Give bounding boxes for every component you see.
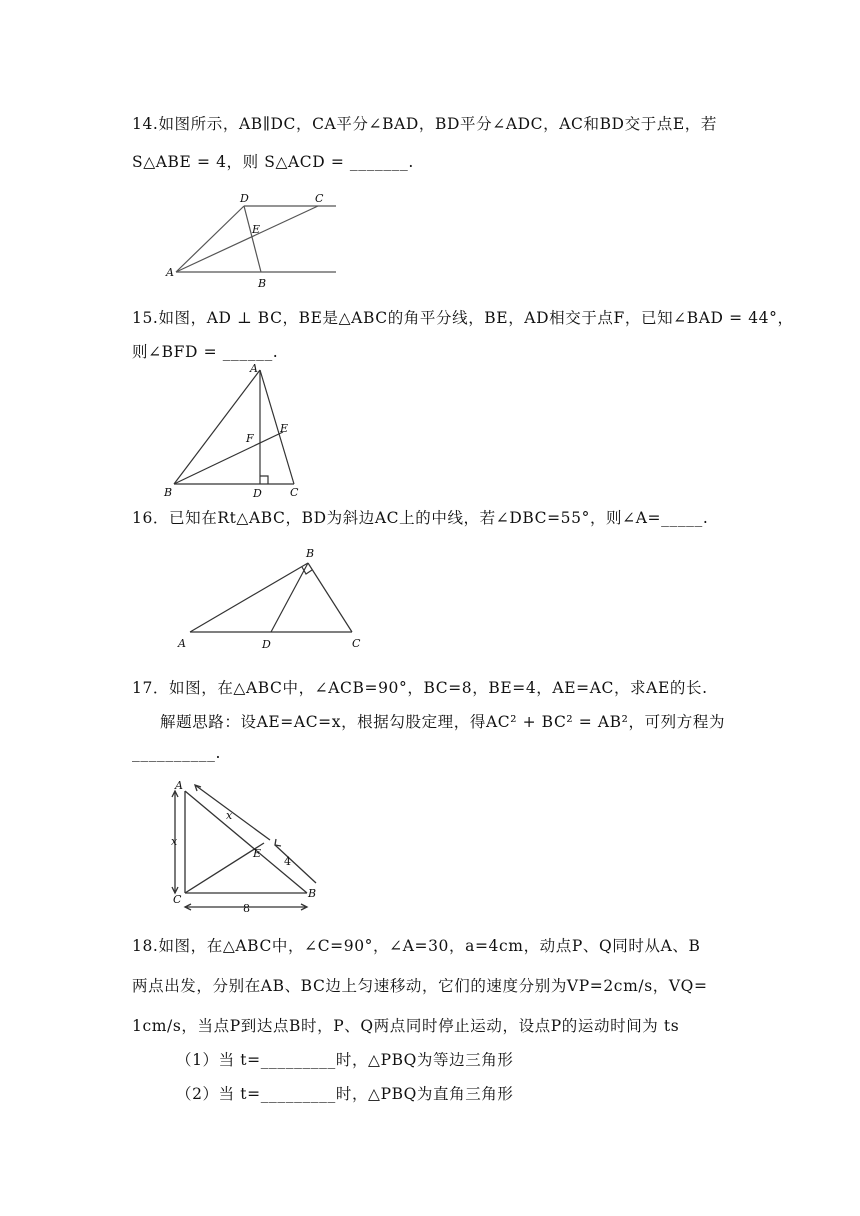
label-F: F bbox=[246, 432, 254, 445]
figure-14 bbox=[160, 190, 350, 290]
label-D: D bbox=[262, 638, 271, 651]
label-A: A bbox=[166, 266, 174, 279]
label-E: E bbox=[253, 847, 262, 860]
problem-17-line-1: 17．如图，在△ABC中，∠ACB=90°，BC=8，BE=4，AE=AC，求AE的长. bbox=[132, 679, 708, 697]
problem-14-line-2: S△ABE = 4，则 S△ACD = _______. bbox=[132, 153, 414, 171]
problem-18-line-3: 1cm/s，当点P到达点B时，P、Q两点同时停止运动，设点P的运动时间为 ts bbox=[132, 1017, 680, 1035]
label-C: C bbox=[173, 893, 182, 906]
label-D: D bbox=[253, 487, 262, 500]
problem-18-sub-1: （1）当 t=_________时，△PBQ为等边三角形 bbox=[176, 1051, 514, 1069]
label-B: B bbox=[306, 547, 315, 560]
problem-18-line-2: 两点出发，分别在AB、BC边上匀速移动，它们的速度分别为VP=2cm/s，VQ= bbox=[132, 977, 708, 995]
problem-14-line-1: 14.如图所示，AB∥DC，CA平分∠BAD，BD平分∠ADC，AC和BD交于点E，若 bbox=[132, 115, 718, 133]
problem-16-line-1: 16．已知在Rt△ABC，BD为斜边AC上的中线，若∠DBC=55°，则∠A=_____. bbox=[132, 509, 709, 527]
label-E: E bbox=[280, 422, 289, 435]
label-B: B bbox=[308, 887, 317, 900]
label-C: C bbox=[290, 486, 299, 499]
label-4: 4 bbox=[284, 855, 291, 868]
problem-15-line-1: 15.如图，AD ⊥ BC，BE是△ABC的角平分线，BE，AD相交于点F，已知∠BAD = 44°， bbox=[132, 309, 794, 327]
problem-17-line-3: __________. bbox=[132, 744, 222, 762]
problem-18-line-1: 18.如图，在△ABC中，∠C=90°，∠A=30，a=4cm，动点P、Q同时从A、B bbox=[132, 937, 701, 955]
problem-17-line-2: 解题思路：设AE=AC=x，根据勾股定理，得AC² + BC² = AB²，可列方程为 bbox=[160, 713, 726, 731]
label-D: D bbox=[240, 192, 249, 205]
figure-17 bbox=[160, 775, 340, 920]
label-C: C bbox=[352, 637, 361, 650]
label-B: B bbox=[258, 277, 267, 290]
label-E: E bbox=[252, 223, 261, 236]
label-C: C bbox=[315, 192, 324, 205]
problem-15-line-2: 则∠BFD = ______. bbox=[132, 343, 279, 361]
label-A: A bbox=[178, 637, 186, 650]
figure-16 bbox=[170, 540, 380, 655]
problem-18-sub-2: （2）当 t=_________时，△PBQ为直角三角形 bbox=[176, 1085, 514, 1103]
label-A: A bbox=[175, 779, 183, 792]
label-8: 8 bbox=[243, 902, 250, 915]
label-x-vertical: x bbox=[171, 835, 178, 848]
label-A: A bbox=[250, 362, 258, 375]
figure-15 bbox=[160, 360, 310, 500]
label-B: B bbox=[164, 486, 173, 499]
label-x-slant: x bbox=[226, 809, 233, 822]
